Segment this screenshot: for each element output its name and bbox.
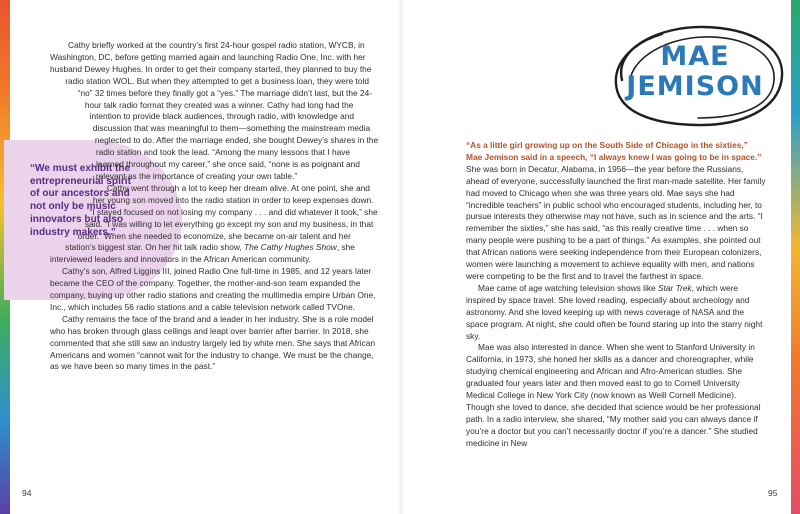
page-number-right: 95 bbox=[768, 488, 778, 498]
page-number-left: 94 bbox=[22, 488, 32, 498]
lead-paragraph bbox=[466, 140, 766, 283]
pull-quote: “We must exhibit the entrepreneurial spirit of our ancestors and not only be music innovators but also industry makers.” bbox=[30, 163, 131, 238]
chapter-title-badge bbox=[600, 18, 790, 133]
body-paragraph: Cathy went through a lot to keep her dream alive. At one point, she and her young son moved into the radio station in order to keep expenses down. “I stayed focused on not losing my company . . . and did whatever it took,” she said. “I was willing to let everything go except my son and my business, in that order.” When she needed to economize, she became on-air talent and her station’s biggest star. On her hit talk radio show, The Cathy Hughes Show, she interviewed leaders and innovators in the African American community. bbox=[50, 182, 378, 265]
body-paragraph: Cathy briefly worked at the country’s first 24-hour gospel radio station, WYCB, in Washington, DC, before getting married again and launching Radio One, Inc. with her husband Dewey Hughes. In order to get their company started, they planned to buy the radio station WOL. But when they attempted to get a business loan, they were told “no” 32 times before they finally got a “yes.” The marriage didn’t last, but the 24-hour talk radio format they created was a winner. Cathy had long had the intention to provide black audiences, through radio, with knowledge and discussion that was meaningful to them—something the mainstream media neglected to do. After the marriage ended, she bought Dewey’s shares in the radio station and took the lead. “Among the many lessons that I have learned throughout my career,” she once said, “none is as poignant and relevant as the importance of creating your own table.” bbox=[50, 40, 379, 181]
left-page-body bbox=[50, 40, 380, 373]
body-paragraph: Cathy remains the face of the brand and a leader in her industry. She is a role model who has broken through glass ceilings and leapt over barrier after barrier. In 2018, she commented that she still saw an industry largely led by white men. She says that African Americans and women “cannot wait for the industry to change. We must be the change, as we have been so many times in the past.” bbox=[50, 313, 376, 372]
right-page-body bbox=[466, 140, 766, 450]
lead-paragraph-rest: She was born in Decatur, Alabama, in 1956—the year before the Russians, ahead of everyone, successfully launched the first man-made satellite. Her family had moved to Chicago when she was three years old. Mae says she had “incredible teachers” in public school who encouraged students, including her, to pursue interests they otherwise may not have, such as in science and the arts. “I remember the sixties,” she has said, “as this really creative time . . . when so many people were pushing to be a part of things.” As examples, she pointed out that African nations were seeking independence from their European colonizers, women were launching a movement to achieve equality with men, and nations were competing to be the first and to travel the farthest in space. bbox=[466, 163, 766, 281]
chapter-title bbox=[600, 42, 790, 102]
body-paragraph: Mae was also interested in dance. When she went to Stanford University in California, in 1973, she honed her skills as a dancer and choreographer, while studying chemical engineering and African and Afro-American studies. She graduated four years later and then moved east to go to Cornell University Medical College in New York City (now known as Weill Cornell Medicine). Though she loved to dance, she decided that science would be her professional path. In a radio interview, she shared, “My mother said you can always dance if you’re a doctor but you can’t necessarily doctor if you’re a dancer.” She studied medicine in New bbox=[466, 342, 761, 448]
body-paragraph: Mae came of age watching television shows like Star Trek, which were inspired by space travel. She loved reading, especially about archeology and astronomy. And she loved keeping up with news coverage of NASA and the space program. At night, she could often be found staring up into the starry night sky. bbox=[466, 282, 763, 341]
lead-quote: “As a little girl growing up on the South Side of Chicago in the sixties,” Mae Jemison said in a speech, “I always knew I was going to be in space.” bbox=[466, 140, 762, 162]
body-paragraph: Cathy’s son, Alfred Liggins III, joined Radio One full-time in 1985, and 12 years later became the CEO of the company. Together, the mother-and-son team expanded the company, buying up other radio stations and creating the multimedia empire Urban One, Inc., which includes 56 radio stations and a cable television network called TVOne. bbox=[50, 266, 376, 312]
chapter-title-line2: JEMISON bbox=[626, 71, 764, 102]
chapter-title-line1: MAE bbox=[660, 41, 730, 72]
right-page-color-edge bbox=[791, 0, 800, 514]
